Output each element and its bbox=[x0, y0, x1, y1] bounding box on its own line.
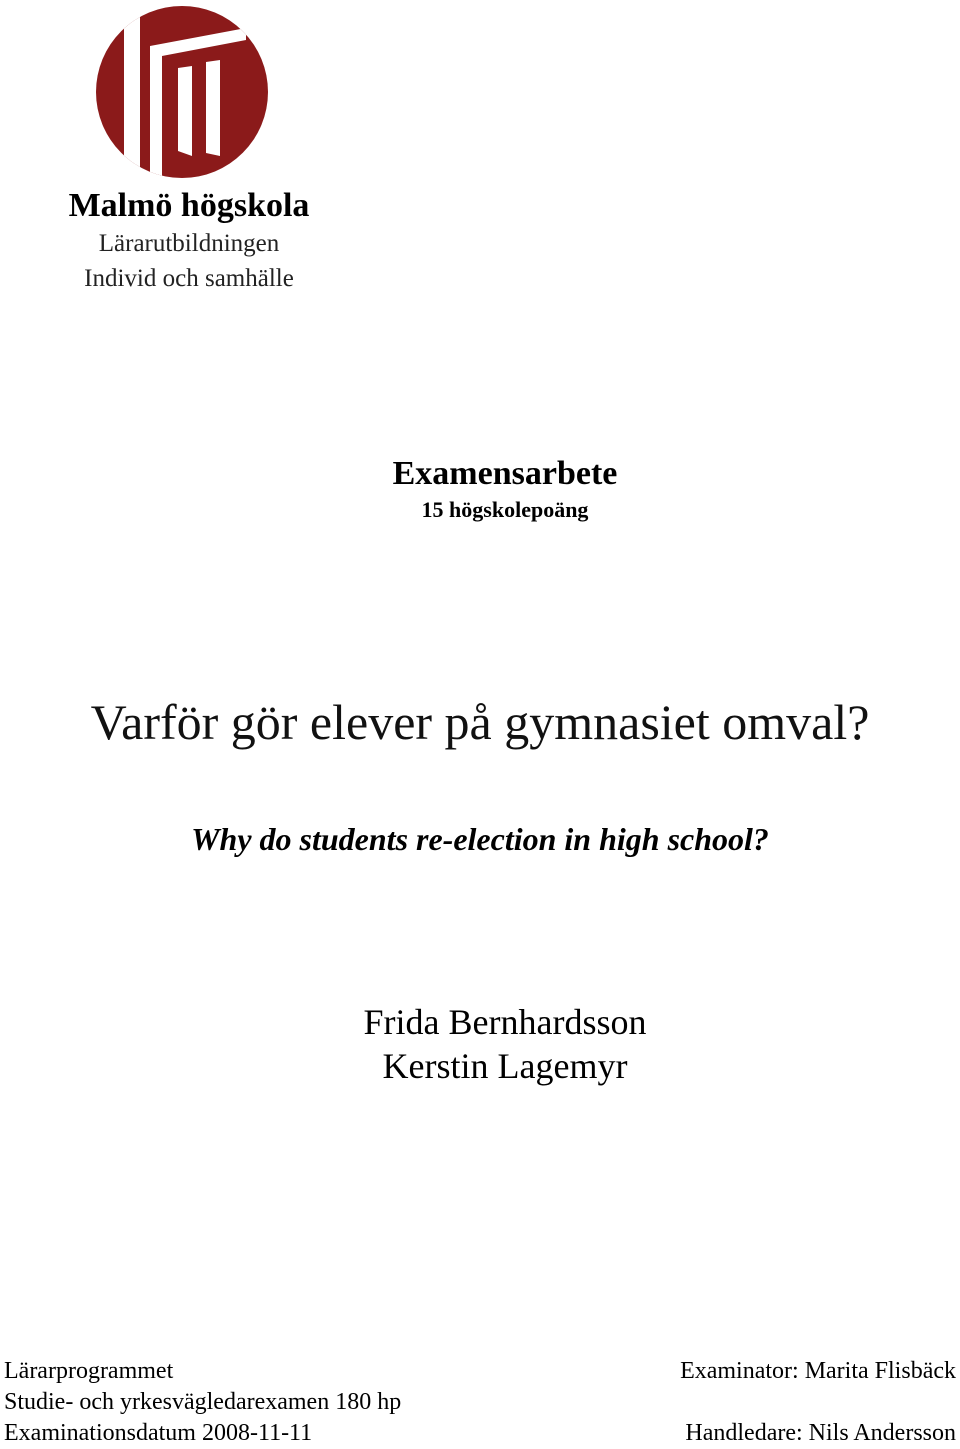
exam-credits: 15 högskolepoäng bbox=[421, 497, 589, 522]
malmo-hogskola-logo-icon bbox=[96, 6, 268, 178]
exam-title: Examensarbete bbox=[392, 455, 618, 492]
division-name: Individ och samhälle bbox=[84, 265, 294, 292]
footer-staff-info bbox=[680, 1356, 956, 1449]
thesis-title-swedish: Varför gör elever på gymnasiet omval? bbox=[90, 694, 870, 750]
exam-date: Examinationsdatum 2008-11-11 bbox=[4, 1420, 313, 1446]
author-name: Kerstin Lagemyr bbox=[382, 1046, 628, 1086]
thesis-title-english: Why do students re-election in high school? bbox=[191, 821, 769, 857]
examiner: Examinator: Marita Flisbäck bbox=[680, 1358, 956, 1384]
degree-name: Studie- och yrkesvägledarexamen 180 hp bbox=[4, 1389, 402, 1415]
program-name: Lärarprogrammet bbox=[4, 1358, 174, 1384]
supervisor: Handledare: Nils Andersson bbox=[685, 1420, 956, 1446]
department-name: Lärarutbildningen bbox=[98, 230, 280, 257]
author-name: Frida Bernhardsson bbox=[363, 1002, 647, 1042]
institution-block bbox=[44, 186, 334, 296]
author-list bbox=[0, 1000, 960, 1088]
institution-name: Malmö högskola bbox=[68, 187, 310, 224]
footer-program-info bbox=[4, 1356, 401, 1449]
footer-spacer bbox=[680, 1387, 956, 1418]
exam-block bbox=[0, 452, 960, 524]
